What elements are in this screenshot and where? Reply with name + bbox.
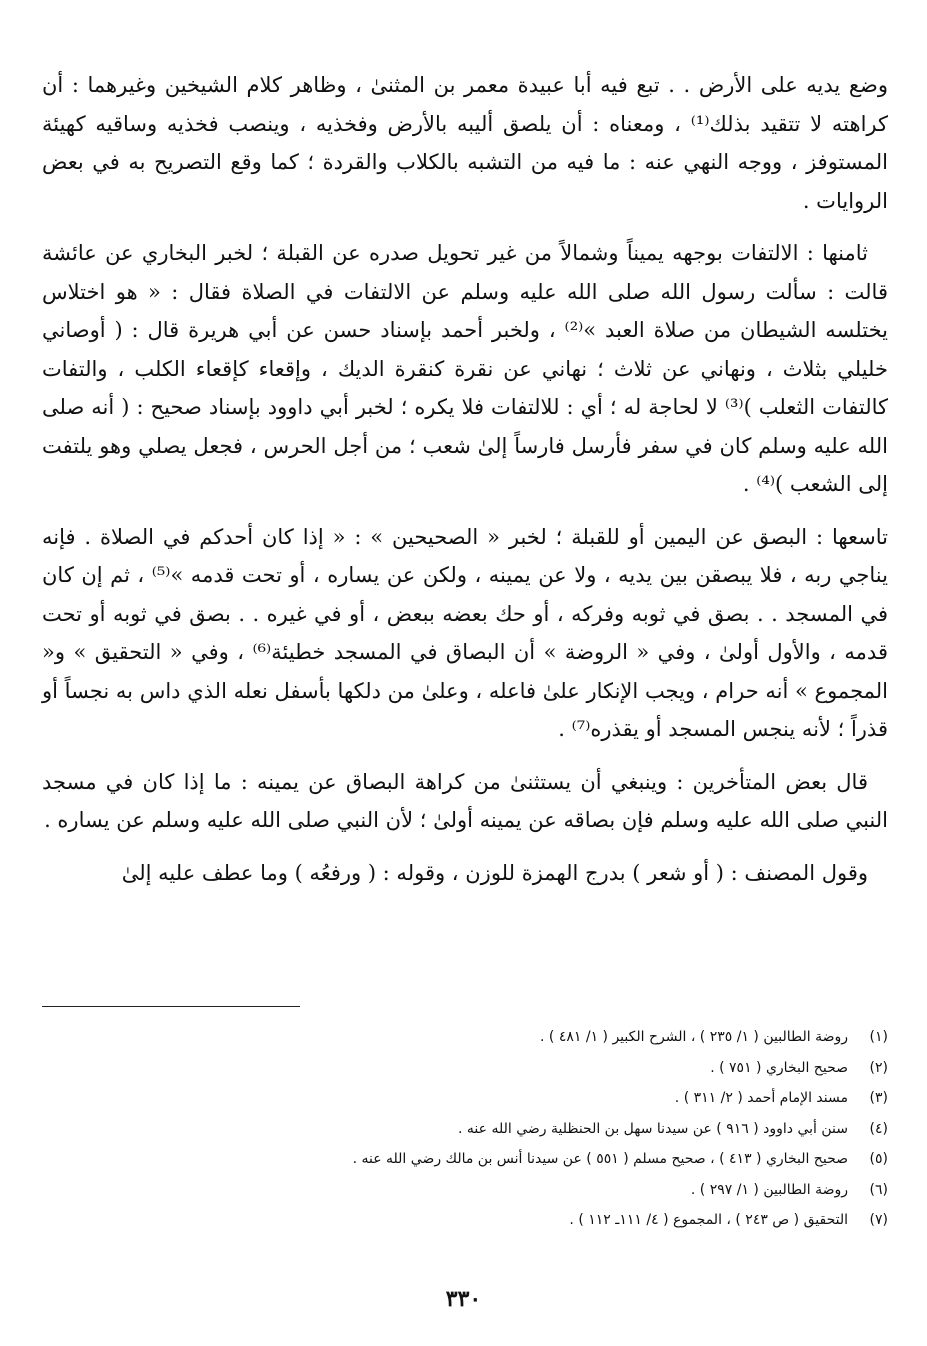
footnote-number: (٥) — [869, 1151, 888, 1167]
footnote-6 — [42, 1175, 888, 1206]
footnote-3 — [42, 1083, 888, 1114]
footnote-text: مسند الإمام أحمد ( ٢/ ٣١١ ) . — [674, 1090, 848, 1106]
footnote-4 — [42, 1114, 888, 1145]
footnote-text: روضة الطالبين ( ١/ ٢٣٥ ) ، الشرح الكبير ( ١/ ٤٨١ ) . — [540, 1029, 848, 1045]
footnote-number: (٧) — [869, 1212, 888, 1228]
footnote-number: (٣) — [869, 1090, 888, 1106]
footnotes — [42, 1022, 888, 1236]
paragraph-2: ثامنها : الالتفات بوجهه يميناً وشمالاً من غير تحويل صدره عن القبلة ؛ لخبر البخاري عن عائشة قالت : سألت رسول الله صلى الله عليه وسلم عن الالتفات في الصلاة فقال : « هو اختلاس يختلسه الشيطان من صلاة العبد »⁽²⁾ ، ولخبر أحمد بإسناد حسن عن أبي هريرة قال : ( أوصاني خليلي بثلاث ، ونهاني عن ثلاث ؛ نهاني عن نقرة كنقرة الديك ، وإقعاء كإقعاء الكلب ، والتفات كالتفات الثعلب )⁽³⁾ لا لحاجة له ؛ أي : للالتفات فلا يكره ؛ لخبر أبي داوود بإسناد صحيح : ( أنه صلى الله عليه وسلم كان في سفر فأرسل فارساً إلىٰ شعب ؛ من أجل الحرس ، فجعل يصلي وهو يلتفت إلى الشعب )⁽⁴⁾ . — [42, 241, 888, 496]
footnote-1 — [42, 1022, 888, 1053]
footnote-text: صحيح البخاري ( ٤١٣ ) ، صحيح مسلم ( ٥٥١ ) عن سيدنا أنس بن مالك رضي الله عنه . — [352, 1151, 848, 1167]
footnote-text: روضة الطالبين ( ١/ ٢٩٧ ) . — [690, 1181, 848, 1198]
footnote-text: صحيح البخاري ( ٧٥١ ) . — [710, 1059, 848, 1076]
footnote-2 — [42, 1053, 888, 1084]
footnote-7 — [42, 1205, 888, 1236]
paragraph-1: وضع يديه على الأرض . . تبع فيه أبا عبيدة معمر بن المثنىٰ ، وظاهر كلام الشيخين وغيرهما : أن كراهته لا تتقيد بذلك⁽¹⁾ ، ومعناه : أن يلصق أليبه بالأرض وفخذيه ، وينصب فخذيه وساقيه كهيئة المستوفز ، ووجه النهي عنه : ما فيه من التشبه بالكلاب والقردة ؛ كما وقع التصريح به في بعض الروايات . — [42, 73, 888, 213]
main-text — [42, 66, 888, 906]
footnote-text: سنن أبي داوود ( ٩١٦ ) عن سيدنا سهل بن الحنظلية رضي الله عنه . — [458, 1120, 848, 1137]
paragraph-4: قال بعض المتأخرين : وينبغي أن يستثنىٰ من كراهة البصاق عن يمينه : ما إذا كان في مسجد النبي صلى الله عليه وسلم فإن بصاقه عن يمينه أولىٰ ؛ لأن النبي صلى الله عليه وسلم عن يساره . — [42, 769, 888, 832]
page-number: ٣٣٠ — [445, 1286, 482, 1312]
footnote-number: (٢) — [869, 1059, 888, 1076]
paragraph-5: وقول المصنف : ( أو شعر ) بدرج الهمزة للوزن ، وقوله : ( ورفعُه ) وما عطف عليه إلىٰ — [121, 860, 868, 885]
footnote-text: التحقيق ( ص ٢٤٣ ) ، المجموع ( ٤/ ١١١ـ ١١٢ ) . — [569, 1212, 848, 1228]
footnote-number: (١) — [869, 1029, 888, 1045]
footnote-number: (٤) — [869, 1120, 888, 1137]
footnote-5 — [42, 1144, 888, 1175]
paragraph-3: تاسعها : البصق عن اليمين أو للقبلة ؛ لخبر « الصحيحين » : « إذا كان أحدكم في الصلاة . فإنه يناجي ربه ، فلا يبصقن بين يديه ، ولا عن يمينه ، ولكن عن يساره ، أو تحت قدمه »⁽⁵⁾ ، ثم إن كان في المسجد . . بصق في ثوبه وفركه ، أو حك بعضه ببعض ، أو في غيره . . بصق في ثوبه أو تحت قدمه ، والأول أولىٰ ، وفي « الروضة » أن البصاق في المسجد خطيئة⁽⁶⁾ ، وفي « التحقيق » و« المجموع » أنه حرام ، ويجب الإنكار علىٰ فاعله ، وعلىٰ من دلكها بأسفل نعله الذي داس به نجساً أو قذراً ؛ لأنه ينجس المسجد أو يقذره⁽⁷⁾ . — [42, 524, 888, 741]
footnote-separator — [42, 1006, 300, 1007]
footnote-number: (٦) — [869, 1181, 888, 1198]
